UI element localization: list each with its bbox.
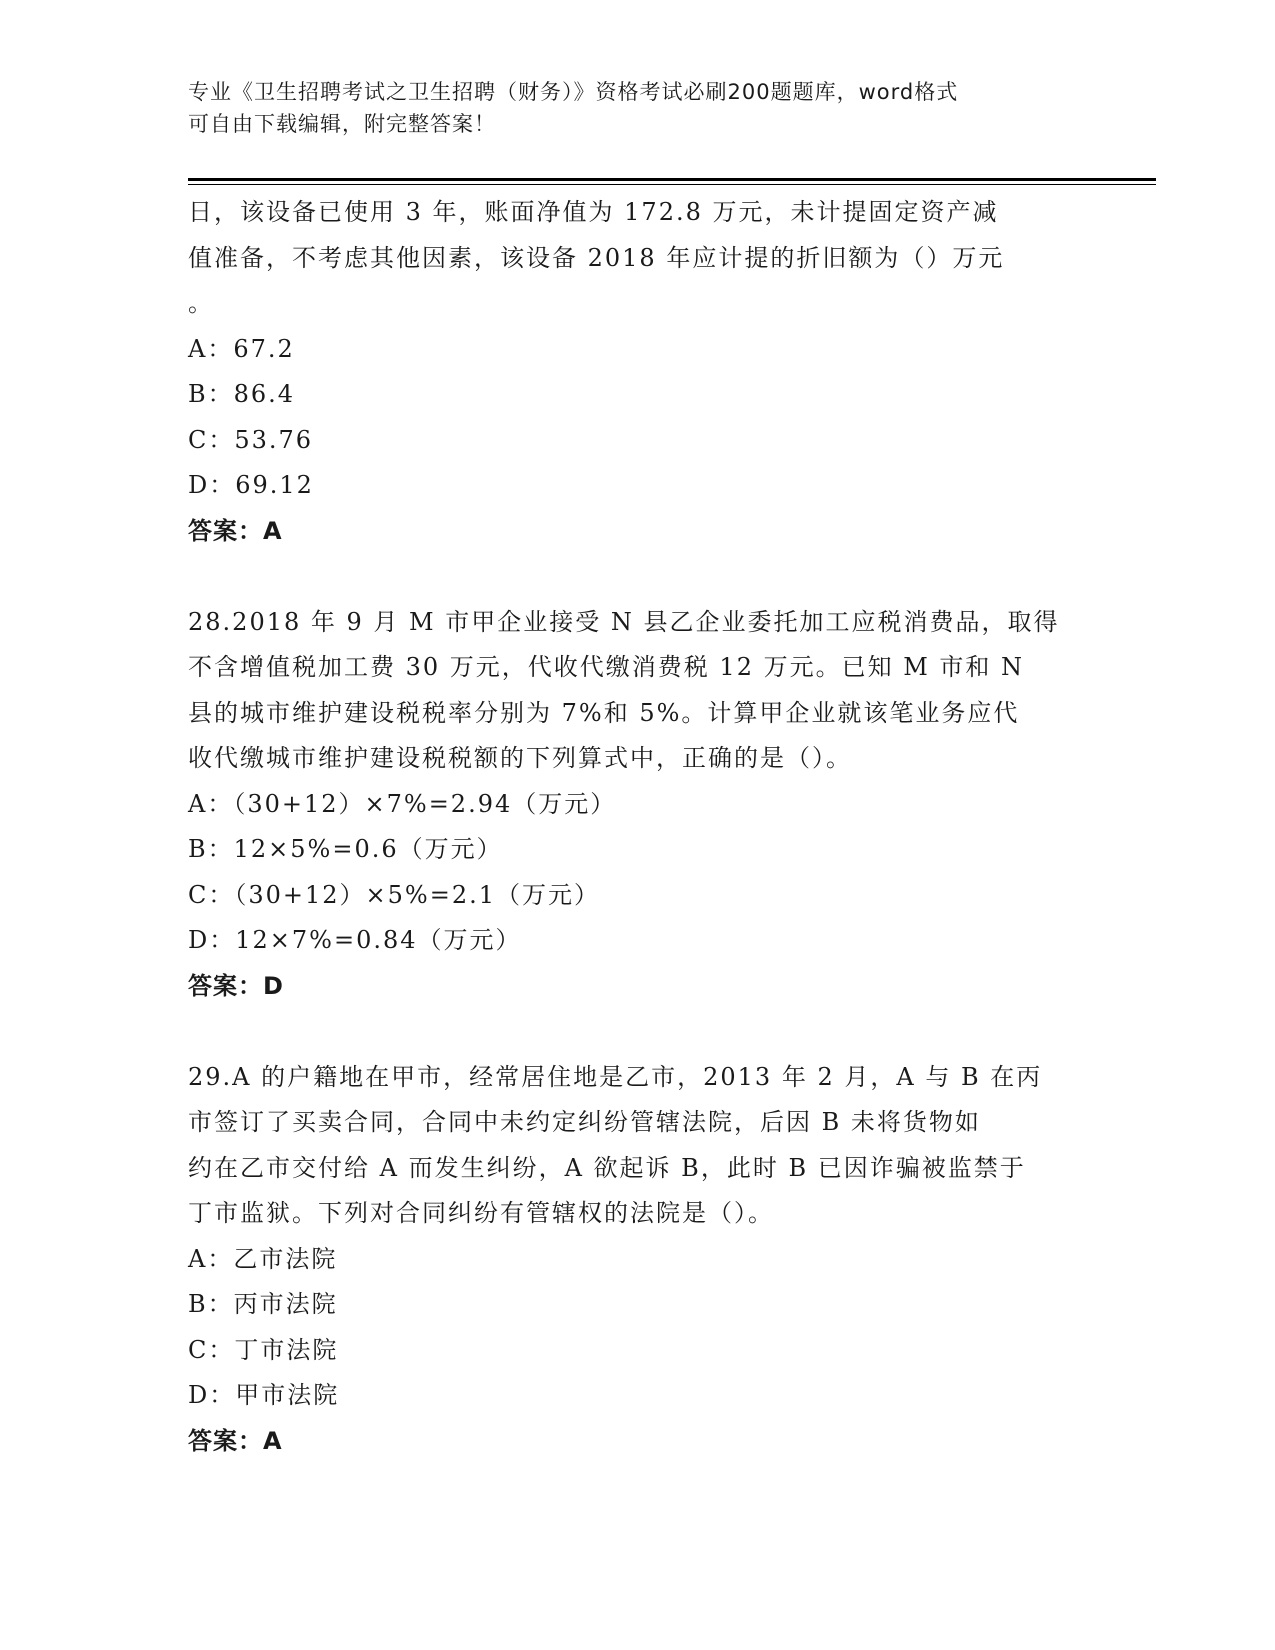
question-text-line: 。: [188, 289, 214, 317]
question-text-line: 市签订了买卖合同，合同中未约定纠纷管辖法院，后因 B 未将货物如: [188, 1108, 981, 1136]
option-b: B：86.4: [188, 380, 296, 408]
header-divider-thin: [188, 184, 1156, 185]
question-text-line: 日，该设备已使用 3 年，账面净值为 172.8 万元，未计提固定资产减: [188, 198, 999, 226]
question-text-line: 值准备，不考虑其他因素，该设备 2018 年应计提的折旧额为（）万元: [188, 243, 1005, 272]
option-a: A：67.2: [188, 334, 295, 363]
option-d: D：69.12: [188, 471, 314, 499]
answer-label: 答案：A: [188, 1426, 283, 1455]
spacer: [188, 1009, 1088, 1055]
answer-label: 答案：A: [188, 516, 283, 545]
option-c: C：（30+12）×5%=2.1（万元）: [188, 880, 601, 909]
question-text-line: 28.2018 年 9 月 M 市甲企业接受 N 县乙企业委托加工应税消费品，取得: [188, 607, 1060, 636]
question-27: [188, 190, 1088, 554]
option-d: D：12×7%=0.84（万元）: [188, 926, 522, 954]
question-text-line: 收代缴城市维护建设税税额的下列算式中，正确的是（）。: [188, 744, 852, 772]
header-line-2: 可自由下载编辑，附完整答案！: [188, 112, 496, 136]
option-a: A：乙市法院: [188, 1244, 338, 1273]
question-text-line: 约在乙市交付给 A 而发生纠纷，A 欲起诉 B，此时 B 已因诈骗被监禁于: [188, 1153, 1026, 1182]
question-text-line: 29.A 的户籍地在甲市，经常居住地是乙市，2013 年 2 月，A 与 B 在丙: [188, 1062, 1043, 1091]
option-b: B：12×5%=0.6（万元）: [188, 835, 503, 863]
option-c: C：丁市法院: [188, 1335, 339, 1364]
answer-label: 答案：D: [188, 971, 284, 1000]
option-c: C：53.76: [188, 425, 314, 454]
document-header: [188, 76, 1088, 140]
document-body: [188, 190, 1088, 1464]
option-b: B：丙市法院: [188, 1290, 338, 1318]
option-a: A：（30+12）×7%=2.94（万元）: [188, 789, 617, 818]
question-29: [188, 1055, 1088, 1465]
question-28: [188, 600, 1088, 1010]
header-divider-thick: [188, 178, 1156, 181]
question-text-line: 丁市监狱。下列对合同纠纷有管辖权的法院是（）。: [188, 1199, 774, 1227]
question-text-line: 县的城市维护建设税税率分别为 7%和 5%。计算甲企业就该笔业务应代: [188, 698, 1020, 727]
header-line-1: 专业《卫生招聘考试之卫生招聘（财务）》资格考试必刷200题题库，word格式: [188, 80, 959, 104]
spacer: [188, 554, 1088, 600]
option-d: D：甲市法院: [188, 1381, 340, 1409]
question-text-line: 不含增值税加工费 30 万元，代收代缴消费税 12 万元。已知 M 市和 N: [188, 653, 1025, 681]
